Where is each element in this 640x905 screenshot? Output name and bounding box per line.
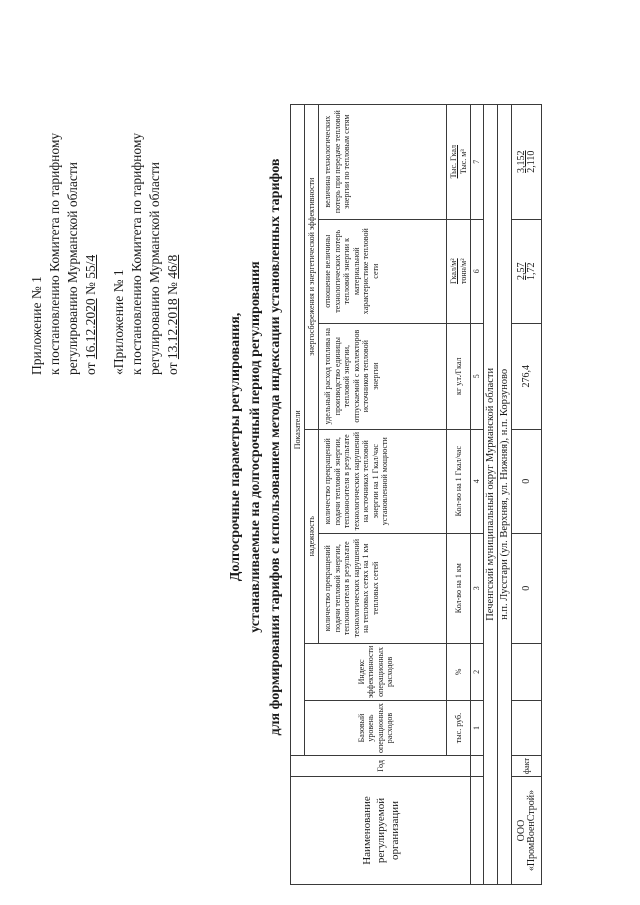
cell-col3: 0 [512, 533, 542, 643]
appendix-date-line [82, 35, 100, 375]
appendix-date: 16.12.2020 [83, 298, 98, 360]
unit-col5: кг у.т./Гкал [447, 323, 471, 429]
unit-col7 [447, 104, 471, 219]
header-col6: отношение величины технологических потерь тепловой энергии к материальной характеристике тепловой сети [319, 219, 447, 323]
colnum-blank [471, 777, 484, 885]
header-efficiency-index: Индекс эффективности операционных расходов [305, 643, 447, 700]
cell-col6-a: 2,57 [516, 262, 527, 280]
appendix-header-previous [110, 35, 182, 375]
unit-col7-b: Тыс. м³ [458, 149, 468, 175]
unit-col6-a: Гкал/м² [449, 258, 458, 285]
unit-col3: Кол-во на 1 км [447, 533, 471, 643]
colnum-5: 5 [471, 323, 484, 429]
header-indicators: Показатели [291, 104, 305, 755]
header-col5: удельный расход топлива на производство единицы тепловой энергии, отпускаемой с коллекторов источников тепловой энергии [319, 323, 447, 429]
colnum-4: 4 [471, 429, 484, 533]
cell-col6 [512, 219, 542, 323]
unit-index: % [447, 643, 471, 700]
colnum-3: 3 [471, 533, 484, 643]
header-base-opex: Базовый уровень операционных расходов [305, 701, 447, 756]
appendix-header-current [28, 35, 100, 375]
header-col7: величина технологических потерь при передаче тепловой энергии по тепловым сетям [319, 104, 447, 219]
document-title: Долгосрочные параметры регулирования, [228, 312, 243, 582]
header-year: Год [291, 755, 471, 776]
colnum-blank [471, 755, 484, 776]
header-reliability: надежность [305, 429, 319, 643]
unit-base: тыс. руб. [447, 701, 471, 756]
appendix-number: 55/4 [83, 254, 98, 279]
date-prefix: от [83, 359, 98, 375]
cell-col7-b: 2,110 [525, 150, 537, 173]
appendix-ref-line: к постановлению Комитета по тарифному [47, 132, 62, 375]
org-name: ООО «ПромВоенСтрой» [512, 777, 542, 885]
cell-index [512, 643, 542, 700]
header-col4: количество прекращений подачи тепловой энергии, теплоносителя в результате технологических нарушений на источниках тепловой энергии на 1 Гкал/час установленной мощности [319, 429, 447, 533]
unit-col7-a: Тыс. Гкал [449, 144, 458, 179]
unit-col6-b: тонн/м² [458, 258, 468, 285]
header-org: Наименование регулируемой организации [291, 777, 471, 885]
unit-col4: Кол-во на 1 Гкал/час [447, 429, 471, 533]
appendix-ref-line: регулированию Мурманской области [147, 162, 162, 375]
document-subtitle: устанавливаемые на долгосрочный период регулирования [248, 261, 263, 633]
cell-base [512, 701, 542, 756]
appendix-number: 46/8 [165, 254, 180, 279]
number-sign: № [165, 278, 180, 299]
number-sign: № [83, 278, 98, 299]
colnum-6: 6 [471, 219, 484, 323]
date-prefix: от [165, 359, 180, 375]
header-energy-efficiency: энергосбережения и энергетической эффективности [305, 104, 319, 429]
locality-row: н.п. Лусстари (ул. Верхняя, ул. Нижняя), н.п. Корзуново [498, 104, 512, 884]
appendix-label: «Приложение № 1 [111, 269, 126, 375]
colnum-2: 2 [471, 643, 484, 700]
appendix-ref-line: к постановлению Комитета по тарифному [129, 132, 144, 375]
colnum-7: 7 [471, 104, 484, 219]
cell-col6-b: 1,72 [525, 262, 537, 280]
colnum-1: 1 [471, 701, 484, 756]
appendix-date: 13.12.2018 [165, 298, 180, 360]
parameters-table [290, 104, 542, 885]
region-row: Печенгский муниципальный округ Мурманской области [484, 104, 498, 884]
appendix-date-line [164, 35, 182, 375]
appendix-ref-line: регулированию Мурманской области [65, 162, 80, 375]
unit-col6 [447, 219, 471, 323]
header-col3: количество прекращений подачи тепловой энергии, теплоносителя в результате технологических нарушений на тепловых сетях на 1 км тепловых сетей [319, 533, 447, 643]
document-subtitle: для формирования тарифов с использованием метода индексации установленных тарифов [268, 158, 283, 736]
row-year: факт [512, 755, 542, 776]
cell-col4: 0 [512, 429, 542, 533]
cell-col7 [512, 104, 542, 219]
cell-col7-a: 3,152 [516, 150, 527, 173]
appendix-label: Приложение № 1 [29, 276, 44, 375]
cell-col5: 276,4 [512, 323, 542, 429]
